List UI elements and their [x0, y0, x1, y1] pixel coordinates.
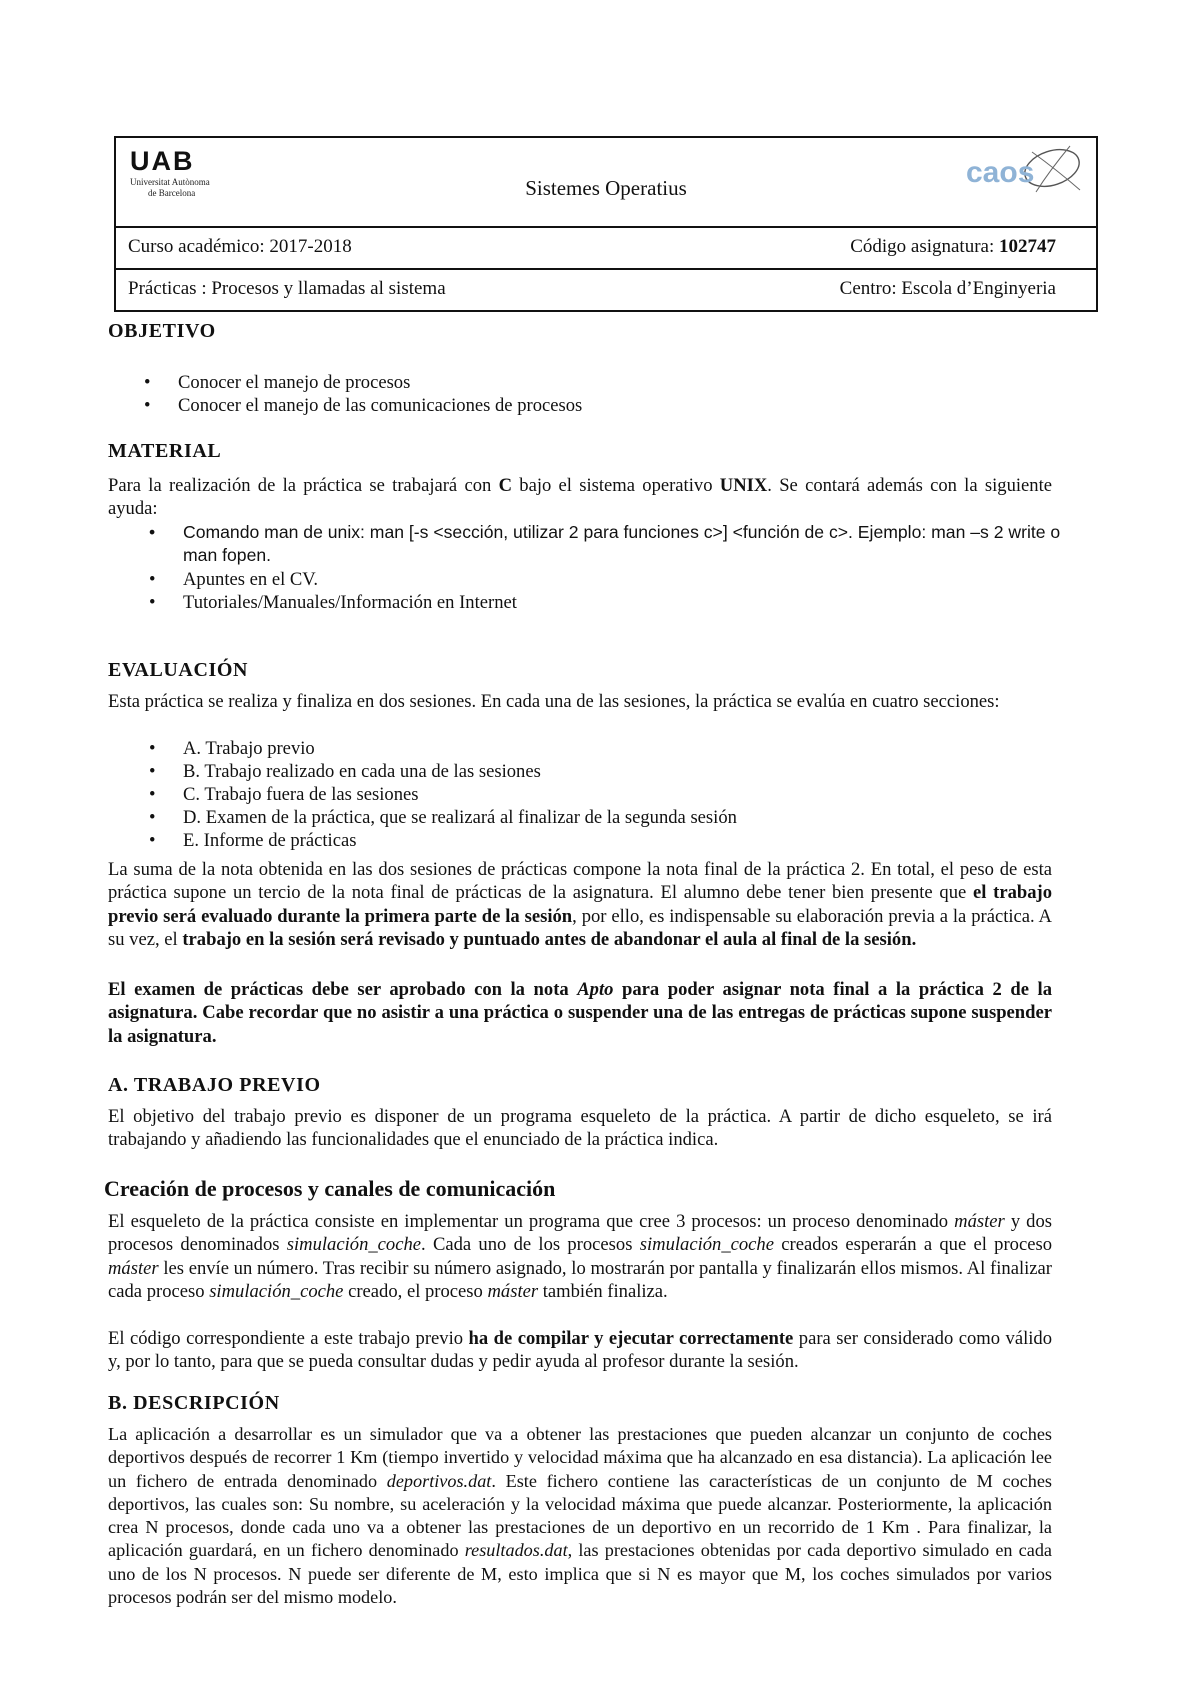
- descripcion-heading: B. DESCRIPCIÓN: [108, 1392, 280, 1414]
- objetivo-heading: OBJETIVO: [108, 320, 216, 342]
- creacion-paragraph: El esqueleto de la práctica consiste en implementar un programa que cree 3 procesos: un proceso denominado máster y dos procesos denominados simulación_coche. Cada uno de los procesos simulación_coche creados esperarán a que el proceso máster les envíe un número. Tras recibir su número asignado, lo mostrarán por pantalla y finalizarán ellos mismos. Al finalizar cada proceso simulación_coche creado, el proceso máster también finaliza.: [108, 1211, 1052, 1302]
- list-item: • C. Trabajo fuera de las sesiones: [149, 784, 419, 805]
- evaluacion-heading: EVALUACIÓN: [108, 659, 249, 681]
- evaluacion-paragraph: Esta práctica se realiza y finaliza en dos sesiones. En cada una de las sesiones, la práctica se evalúa en cuatro secciones:: [108, 691, 1000, 712]
- list-item: • Tutoriales/Manuales/Información en Internet: [149, 592, 517, 613]
- trabajo-previo-paragraph: El objetivo del trabajo previo es disponer de un programa esqueleto de la práctica. A partir de dicho esqueleto, se irá trabajando y añadiendo las funcionalidades que el enunciado de la práctica indica.: [108, 1106, 1052, 1151]
- list-item: • E. Informe de prácticas: [149, 830, 357, 851]
- descripcion-paragraph: La aplicación a desarrollar es un simulador que va a obtener las prestaciones que pueden alcanzar un conjunto de coches deportivos después de recorrer 1 Km (tiempo invertido y velocidad máxima que ha alcanzado en esa distancia). La aplicación lee un fichero de entrada denominado deportivos.dat. Este fichero contiene las características de un conjunto de M coches deportivos, las cuales son: Su nombre, su aceleración y la velocidad máxima que puede alcanzar. Posteriormente, la aplicación crea N procesos, donde cada uno va a obtener las prestaciones de un deportivo en un recorrido de 1 Km . Para finalizar, la aplicación guardará, en un fichero denominado resultados.dat, las prestaciones obtenidas por cada deportivo simulado en cada uno de los N procesos. N puede ser diferente de M, esto implica que si N es mayor que M, los coches simulados por varios procesos podrán ser del mismo modelo.: [108, 1424, 1052, 1608]
- material-paragraph: Para la realización de la práctica se trabajará con C bajo el sistema operativo UNIX. Se contará además con la siguiente ayuda:: [108, 475, 1052, 520]
- trabajo-previo-heading: A. TRABAJO PREVIO: [108, 1074, 321, 1096]
- page-title: Sistemes Operatius: [525, 176, 687, 200]
- list-item: • B. Trabajo realizado en cada una de las sesiones: [149, 761, 541, 782]
- list-item: • Conocer el manejo de las comunicaciones de procesos: [144, 395, 583, 416]
- material-heading: MATERIAL: [108, 440, 222, 462]
- creacion-paragraph-2: El código correspondiente a este trabajo previo ha de compilar y ejecutar correctamente para ser considerado como válido y, por lo tanto, para que se pueda consultar dudas y pedir ayuda al profesor durante la sesión.: [108, 1328, 1053, 1373]
- list-item: • D. Examen de la práctica, que se realizará al finalizar de la segunda sesión: [149, 807, 737, 828]
- evaluacion-warning: El examen de prácticas debe ser aprobado con la nota Apto para poder asignar nota final a la práctica 2 de la asignatura. Cabe recordar que no asistir a una práctica o suspender una de las entregas de prácticas supone suspender la asignatura.: [108, 979, 1052, 1047]
- list-item: • Apuntes en el CV.: [149, 569, 318, 590]
- svg-text:caos: caos: [966, 156, 1035, 189]
- header-table: [114, 136, 1098, 312]
- evaluacion-paragraph-2: La suma de la nota obtenida en las dos sesiones de prácticas compone la nota final de la práctica 2. En total, el peso de esta práctica supone un tercio de la nota final de prácticas de la asignatura. El alumno debe tener bien presente que el trabajo previo será evaluado durante la primera parte de la sesión, por ello, es indispensable su elaboración previa a la práctica. A su vez, el trabajo en la sesión será revisado y puntuado antes de abandonar el aula al final de la sesión.: [108, 859, 1052, 950]
- header-row-practicas: Prácticas : Procesos y llamadas al sistema Centro: Escola d’Enginyeria: [128, 278, 1056, 299]
- list-item: • Conocer el manejo de procesos: [144, 372, 411, 393]
- caos-logo: [962, 142, 1084, 202]
- creacion-heading: Creación de procesos y canales de comunicación: [104, 1176, 556, 1201]
- header-title-row: [116, 138, 1096, 228]
- list-item: • A. Trabajo previo: [149, 738, 315, 759]
- list-item: • Comando man de unix: man [-s <sección, utilizar 2 para funciones c>] <función de c>. Ejemplo: man –s 2 write o man fopen.: [149, 522, 1061, 565]
- uab-logo: UAB Universitat Autònoma de Barcelona: [130, 146, 210, 198]
- header-row-curso: Curso académico: 2017-2018 Código asignatura: 102747: [116, 228, 1096, 270]
- codigo-asignatura: Código asignatura: 102747: [850, 236, 1056, 257]
